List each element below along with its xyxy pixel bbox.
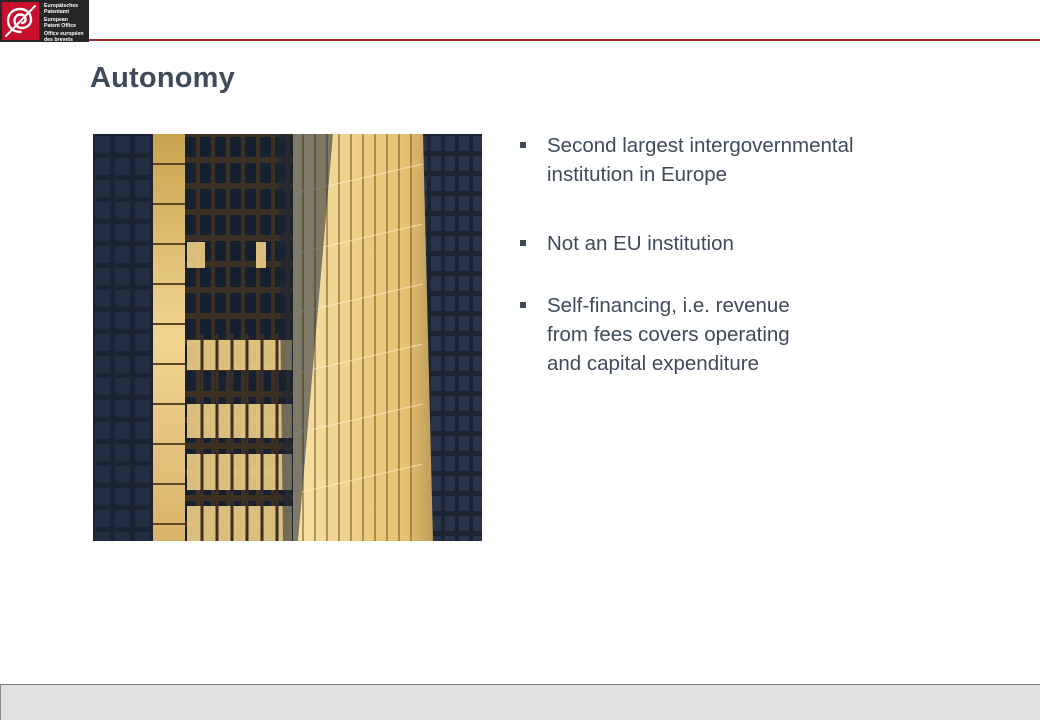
bullet-text: Second largest intergovernmental bbox=[547, 134, 854, 157]
bullet-text: from fees covers operating bbox=[547, 323, 790, 346]
square-bullet-icon bbox=[520, 142, 526, 148]
logo-line: Office européen bbox=[44, 31, 84, 38]
bullet-item bbox=[520, 291, 940, 378]
logo-line: Patentamt bbox=[44, 9, 70, 16]
bullet-text: institution in Europe bbox=[547, 163, 728, 186]
bullet-text: Not an EU institution bbox=[547, 232, 734, 255]
logo-line: Patent Office bbox=[44, 23, 76, 30]
square-bullet-icon bbox=[520, 302, 526, 308]
epo-logo-text bbox=[44, 3, 88, 44]
bullet-item bbox=[520, 229, 940, 258]
epo-logo bbox=[0, 0, 89, 42]
bullet-text: and capital expenditure bbox=[547, 352, 759, 375]
square-bullet-icon bbox=[520, 240, 526, 246]
night-office-building-facade-photo bbox=[93, 134, 482, 541]
slide-title: Autonomy bbox=[90, 62, 235, 94]
bullet-item bbox=[520, 131, 940, 189]
bullet-list bbox=[520, 131, 940, 378]
logo-line: European bbox=[44, 17, 68, 24]
header-rule bbox=[89, 39, 1040, 41]
logo-line: Europäisches bbox=[44, 3, 79, 9]
epo-spiral-logo-icon bbox=[2, 2, 39, 40]
logo-line: des brevets bbox=[44, 37, 73, 44]
bullet-text: Self-financing, i.e. revenue bbox=[547, 294, 790, 317]
footer-bar bbox=[0, 684, 1040, 720]
